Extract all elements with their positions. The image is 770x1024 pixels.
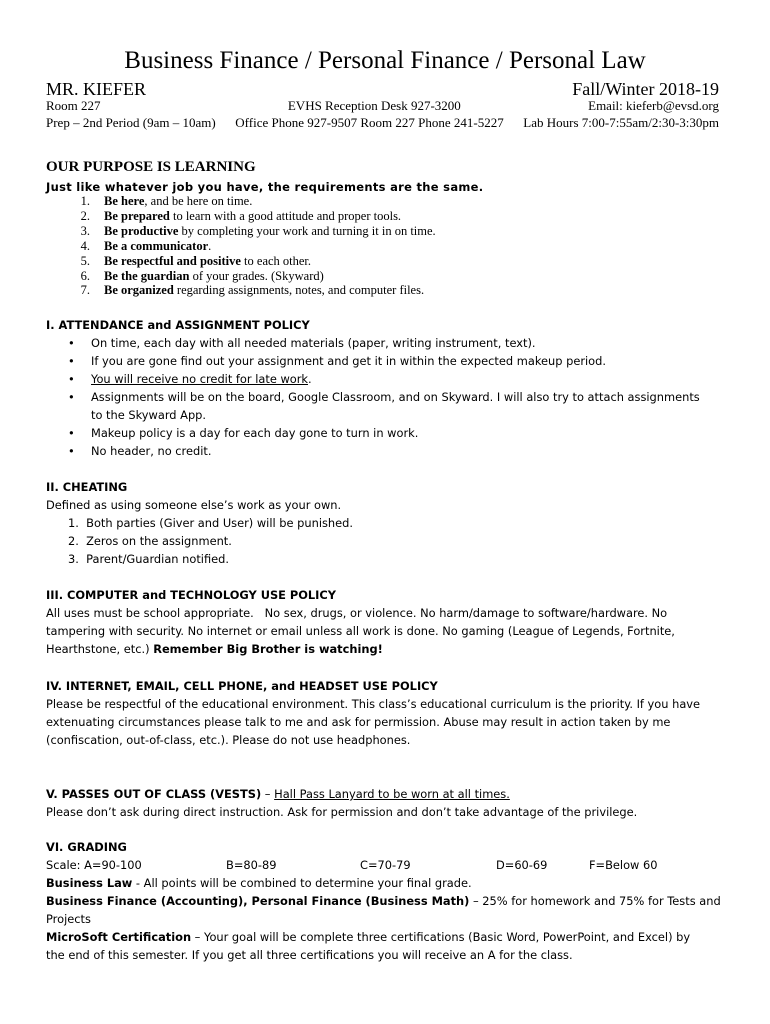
grade-c: C=70-79	[360, 858, 411, 872]
contact-row-1	[46, 98, 719, 114]
passes-section	[46, 785, 730, 821]
grading-scale	[46, 856, 730, 874]
computer-text-1: All uses must be school appropriate. No sex, drugs, or violence. No harm/damage to software/hardware. No	[46, 606, 668, 620]
certification-grading: MicroSoft Certification – Your goal will be complete three certifications (Basic Word, PowerPoint, and Excel) by	[46, 930, 691, 944]
purpose-subheading: Just like whatever job you have, the requirements are the same.	[46, 180, 484, 194]
finance-grading: Business Finance (Accounting), Personal Finance (Business Math) – 25% for homework and 75% for Tests and	[46, 894, 721, 908]
list-item: • You will receive no credit for late work.	[68, 372, 312, 386]
internet-text-1: Please be respectful of the educational environment. This class’s educational curriculum is the priority. If you have	[46, 697, 701, 711]
big-brother-note: Remember Big Brother is watching!	[153, 642, 383, 656]
cheating-section	[46, 478, 730, 568]
room: Room 227	[46, 98, 101, 113]
cheating-intro: Defined as using someone else’s work as your own.	[46, 498, 342, 512]
grade-b: B=80-89	[226, 858, 277, 872]
passes-heading-line: V. PASSES OUT OF CLASS (VESTS) – Hall Pass Lanyard to be worn at all times.	[46, 787, 510, 801]
list-item: 6. Be the guardian of your grades. (Skyward)	[80, 268, 324, 283]
list-item: 4. Be a communicator.	[80, 238, 212, 253]
passes-text: Please don’t ask during direct instruction. Ask for permission and don’t take advantage of the privilege.	[46, 805, 638, 819]
business-law-grading: Business Law - All points will be combined to determine your final grade.	[46, 876, 472, 890]
teacher-name: MR. KIEFER	[46, 79, 147, 99]
list-item: 5. Be respectful and positive to each other.	[80, 253, 312, 268]
internet-text-3: (confiscation, out-of-class, etc.). Please do not use headphones.	[46, 733, 411, 747]
hall-pass-note: Hall Pass Lanyard to be worn at all times.	[274, 787, 510, 801]
list-item: • On time, each day with all needed materials (paper, writing instrument, text).	[68, 336, 536, 350]
purpose-heading: OUR PURPOSE IS LEARNING	[46, 159, 256, 175]
contact-row-2	[46, 115, 719, 131]
attendance-list	[46, 334, 730, 460]
cheating-heading: II. CHEATING	[46, 480, 128, 494]
reception-phone: EVHS Reception Desk 927-3200	[287, 98, 461, 113]
list-item: • Makeup policy is a day for each day gone to turn in work.	[68, 426, 419, 440]
term: Fall/Winter 2018-19	[572, 79, 719, 99]
list-item: • No header, no credit.	[68, 444, 212, 458]
purpose-list	[46, 194, 436, 298]
computer-text-3: Hearthstone, etc.) Remember Big Brother is watching!	[46, 642, 383, 656]
list-item: 3. Parent/Guardian notified.	[68, 552, 230, 566]
list-item: 3. Be productive by completing your work and turning it in on time.	[80, 223, 436, 238]
grade-a: Scale: A=90-100	[46, 858, 142, 872]
internet-heading: IV. INTERNET, EMAIL, CELL PHONE, and HEADSET USE POLICY	[46, 679, 438, 693]
list-item: • If you are gone find out your assignment and get it in within the expected makeup period.	[68, 354, 606, 368]
document-title: Business Finance / Personal Finance / Personal Law	[124, 47, 646, 74]
internet-section	[46, 677, 730, 749]
internet-text-2: extenuating circumstances please talk to me and ask for permission. Abuse may result in action taken by me	[46, 715, 671, 729]
office-phones: Office Phone 927-9507 Room 227 Phone 241-5227	[235, 115, 504, 130]
list-item: 1. Be here, and be here on time.	[80, 194, 253, 208]
prep-period: Prep – 2nd Period (9am – 10am)	[46, 115, 216, 130]
attendance-section	[46, 316, 730, 460]
finance-grading-cont: Projects	[46, 912, 91, 926]
computer-heading: III. COMPUTER and TECHNOLOGY USE POLICY	[46, 588, 337, 602]
header-row	[46, 78, 719, 100]
list-item: 1. Both parties (Giver and User) will be punished.	[68, 516, 354, 530]
list-item: 2. Zeros on the assignment.	[68, 534, 232, 548]
grading-heading: VI. GRADING	[46, 840, 127, 854]
list-item: • Assignments will be on the board, Google Classroom, and on Skyward. I will also try to attach assignments to the Skyward App.	[68, 390, 700, 422]
passes-heading: V. PASSES OUT OF CLASS (VESTS)	[46, 787, 262, 801]
email: Email: kieferb@evsd.org	[588, 98, 719, 113]
computer-section	[46, 586, 730, 658]
attendance-heading: I. ATTENDANCE and ASSIGNMENT POLICY	[46, 318, 310, 332]
grade-d: D=60-69	[496, 858, 548, 872]
list-item: 2. Be prepared to learn with a good attitude and proper tools.	[80, 208, 402, 223]
cheating-list	[46, 514, 730, 568]
list-item: 7. Be organized regarding assignments, notes, and computer files.	[80, 283, 425, 298]
computer-text-2: tampering with security. No internet or email unless all work is done. No gaming (League of Legends, Fortnite,	[46, 624, 675, 638]
lab-hours: Lab Hours 7:00-7:55am/2:30-3:30pm	[523, 115, 719, 130]
certification-grading-cont: the end of this semester. If you get all three certifications you will receive an A for the class.	[46, 948, 573, 962]
grading-section	[46, 838, 730, 964]
grade-f: F=Below 60	[589, 858, 658, 872]
